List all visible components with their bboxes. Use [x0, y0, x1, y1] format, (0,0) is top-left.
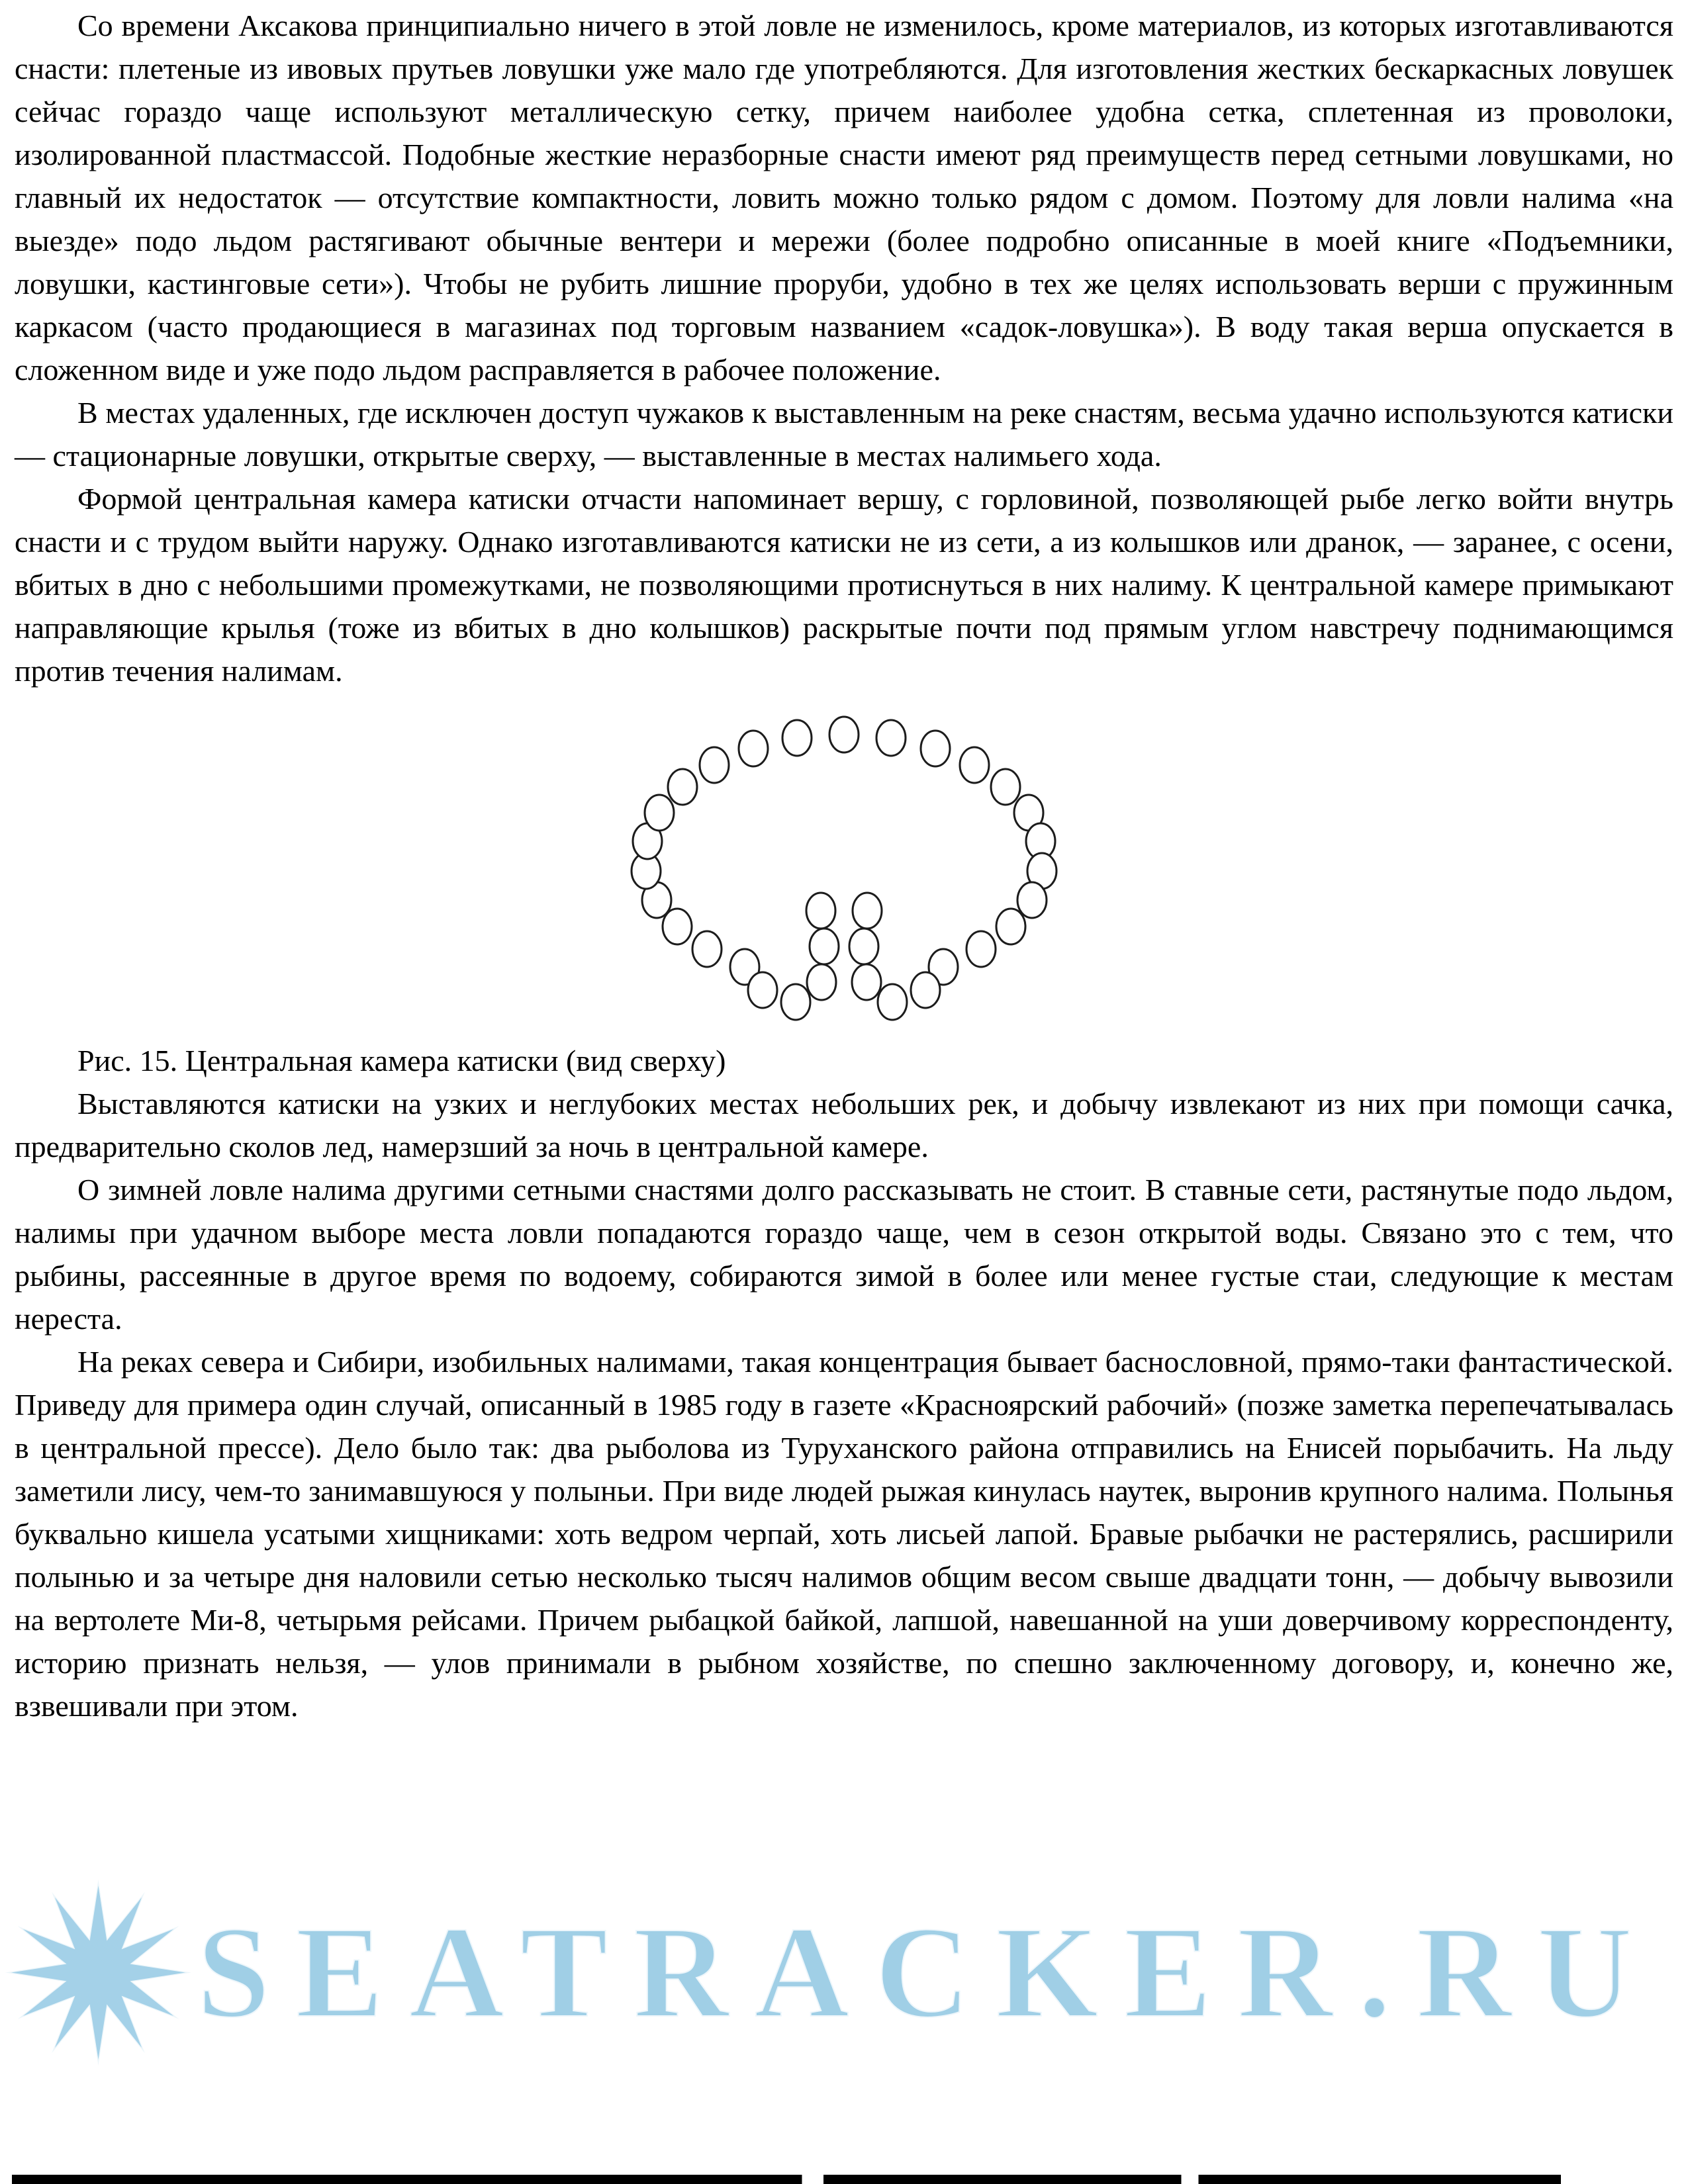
stake-oval: [829, 717, 859, 752]
stake-oval: [996, 909, 1025, 944]
paragraph-5: О зимней ловле налима другими сетными снастями долго рассказывать не стоит. В ставные сети, растянутые подо льдом, налимы при удачном выборе места ловли попадаются гораздо чаще, чем в сезон открытой воды. Связано это с тем, что рыбины, рассеянные в другое время по водоему, собираются зимой в более или менее густые стаи, следующие к местам нереста.: [15, 1173, 1673, 1336]
clipped-text-line: [12, 2175, 1561, 2184]
stake-oval: [645, 795, 674, 831]
stake-oval: [739, 731, 768, 766]
stake-oval: [810, 929, 839, 964]
stake-oval: [668, 769, 697, 805]
stake-oval: [692, 931, 722, 967]
stake-oval: [1017, 882, 1047, 918]
stake-oval: [782, 720, 812, 756]
stake-oval: [966, 931, 996, 967]
stake-oval: [921, 731, 950, 766]
paragraph-1: Со времени Аксакова принципиально ничего в этой ловле не изменилось, кроме материалов, из которых изготавливаются снасти: плетеные из ивовых прутьев ловушки уже мало где употребляются. Для изготовления жестких бескаркасных ловушек сейчас гораздо чаще используют металлическую сетку, причем наиболее удобна сетка, сплетенная из проволоки, изолированной пластмассой. Подобные жесткие неразборные снасти имеют ряд преимуществ перед сетными ловушками, но главный их недостаток — отсутствие компактности, ловить можно только рядом с домом. Поэтому для ловли налима «на выезде» подо льдом растягивают обычные вентери и мережи (более подробно описанные в моей книге «Подъемники, ловушки, кастинговые сети»). Чтобы не рубить лишние проруби, удобно в тех же целях использовать верши с пружинным каркасом (часто продающиеся в магазинах под торговым названием «садок-ловушка»). В воду такая верша опускается в сложенном виде и уже подо льдом расправляется в рабочее положение.: [15, 9, 1673, 387]
paragraph-2: В местах удаленных, где исключен доступ чужаков к выставленным на реке снастям, весьма удачно используются катиски — стационарные ловушки, открытые сверху, — выставленные в местах налимьего хода.: [15, 396, 1673, 473]
paragraph-4: Выставляются катиски на узких и неглубоких местах небольших рек, и добычу извлекают из них при помощи сачка, предварительно сколов лед, намерзший за ночь в центральной камере.: [15, 1087, 1673, 1163]
stake-oval: [748, 972, 777, 1008]
figure-caption: Рис. 15. Центральная камера катиски (вид сверху): [77, 1044, 726, 1077]
stake-oval: [960, 747, 989, 783]
stake-oval: [878, 984, 907, 1020]
watermark-text: SEATRACKER.RU: [197, 1899, 1658, 2046]
stake-oval: [700, 747, 729, 783]
stake-oval: [807, 964, 836, 1000]
stake-oval: [806, 893, 835, 929]
stake-oval: [853, 893, 882, 929]
stake-oval: [991, 769, 1020, 805]
starburst-shape: [5, 1880, 191, 2066]
katiska-diagram-svg: [622, 715, 1066, 1026]
paragraph-3: Формой центральная камера катиски отчасти напоминает вершу, с горловиной, позволяющей рыбе легко войти внутрь снасти и с трудом выйти наружу. Однако изготавливаются катиски не из сети, а из колышков или дранок, — заранее, с осени, вбитых в дно с небольшими промежутками, не позволяющими протиснуться в них налиму. К центральной камере примыкают направляющие крылья (тоже из вбитых в дно колышков) раскрытые почти под прямым углом навстречу поднимающимся против течения налимам.: [15, 482, 1673, 688]
watermark: [4, 1878, 1688, 2067]
paragraph-6: На реках севера и Сибири, изобильных налимами, такая концентрация бывает баснословной, прямо-таки фантастической. Приведу для примера один случай, описанный в 1985 году в газете «Красноярский рабочий» (позже заметка перепечатывалась в центральной прессе). Дело было так: два рыболова из Туруханского района отправились на Енисей порыбачить. На льду заметили лису, чем-то занимавшуюся у полыньи. При виде людей рыжая кинулась наутек, выронив крупного налима. Полынья буквально кишела усатыми хищниками: хоть ведром черпай, хоть лисьей лапой. Бравые рыбачки не растерялись, расширили полынью и за четыре дня наловили сетью несколько тысяч налимов общим весом свыше двадцати тонн, — добычу вывозили на вертолете Ми-8, четырьмя рейсами. Причем рыбацкой байкой, лапшой, навешанной на уши доверчивому корреспонденту, историю признать нельзя, — улов принимали в рыбном хозяйстве, по спешно заключенному договору, и, конечно же, взвешивали при этом.: [15, 1345, 1673, 1723]
snowflake-star-icon: [4, 1878, 193, 2067]
stake-oval: [849, 929, 878, 964]
stake-oval: [852, 964, 881, 1000]
katiska-figure: [15, 715, 1673, 1026]
stake-oval: [781, 984, 810, 1020]
stake-oval: [911, 972, 940, 1008]
stake-oval: [876, 720, 906, 756]
